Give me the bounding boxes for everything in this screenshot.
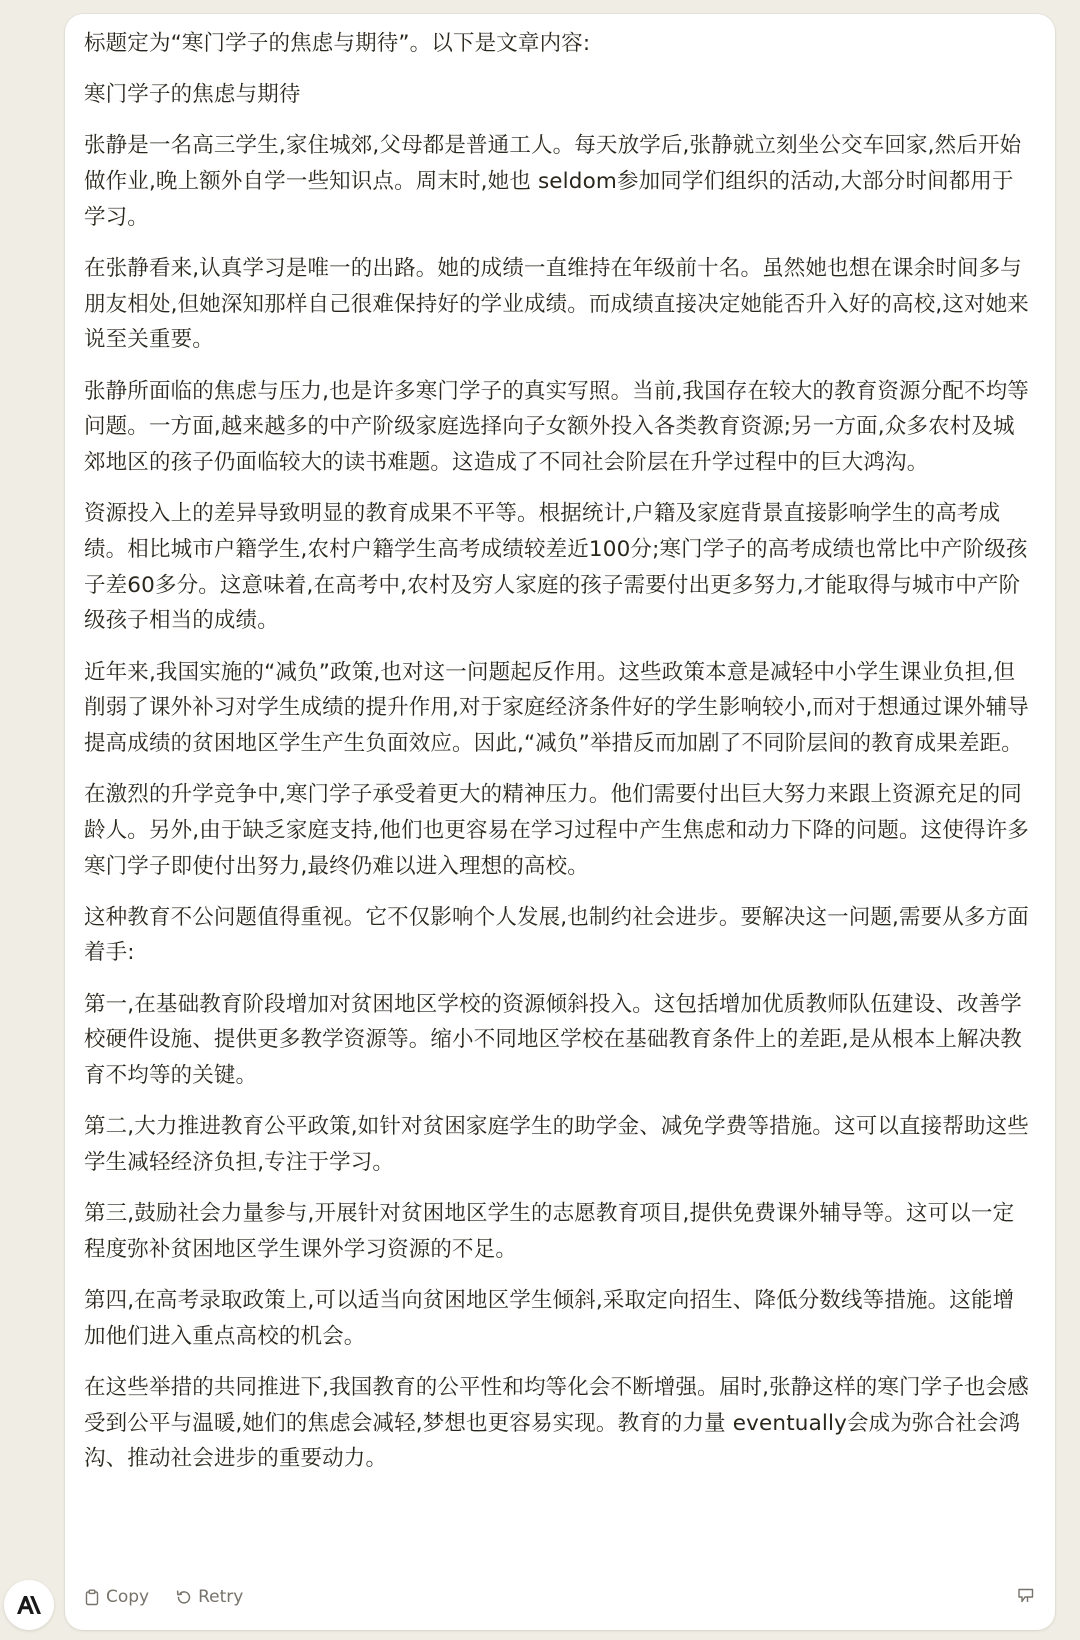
anthropic-logo-icon [15,1595,43,1615]
message-paragraph: 这种教育不公问题值得重视。它不仅影响个人发展,也制约社会进步。要解决这一问题,需要从多方面着手: [84,904,1029,966]
retry-button[interactable] [175,1587,243,1607]
copy-button[interactable] [84,1587,149,1607]
message-paragraph: 在这些举措的共同推进下,我国教育的公平性和均等化会不断增强。届时,张静这样的寒门学子也会感受到公平与温暖,她们的焦虑会减轻,梦想也更容易实现。教育的力量 eventually会成为弥合社会鸿沟、推动社会进步的重要动力。 [84,1375,1029,1472]
message-paragraph: 在张静看来,认真学习是唯一的出路。她的成绩一直维持在年级前十名。虽然她也想在课余时间多与朋友相处,但她深知那样自己很难保持好的学业成绩。而成绩直接决定她能否升入好的高校,这对她来说至关重要。 [84,256,1029,353]
message-paragraph: 第一,在基础教育阶段增加对贫困地区学校的资源倾斜投入。这包括增加优质教师队伍建设、改善学校硬件设施、提供更多教学资源等。缩小不同地区学校在基础教育条件上的差距,是从根本上解决教育不均等的关键。 [84,991,1022,1089]
message-paragraph: 资源投入上的差异导致明显的教育成果不平等。根据统计,户籍及家庭背景直接影响学生的高考成绩。相比城市户籍学生,农村户籍学生高考成绩较差近100分;寒门学子的高考成绩也常比中产阶级孩子差60多分。这意味着,在高考中,农村及穷人家庭的孩子需要付出更多努力,才能取得与城市中产阶级孩子相当的成绩。 [84,501,1028,634]
retry-arrow-icon [175,1589,192,1606]
message-paragraph: 张静所面临的焦虑与压力,也是许多寒门学子的真实写照。当前,我国存在较大的教育资源分配不均等问题。一方面,越来越多的中产阶级家庭选择向子女额外投入各类教育资源;另一方面,众多农村及城郊地区的孩子仍面临较大的读书难题。这造成了不同社会阶层在升学过程中的巨大鸿沟。 [84,378,1029,476]
clipboard-icon [84,1589,100,1606]
assistant-message [65,14,1055,1630]
message-paragraph: 第三,鼓励社会力量参与,开展针对贫困地区学生的志愿教育项目,提供免费课外辅导等。这可以一定程度弥补贫困地区学生课外学习资源的不足。 [84,1201,1015,1262]
message-paragraph: 标题定为“寒门学子的焦虑与期待”。以下是文章内容: [84,31,591,56]
feedback-button[interactable] [1017,1587,1035,1609]
message-paragraph: 第二,大力推进教育公平政策,如针对贫困家庭学生的助学金、减免学费等措施。这可以直接帮助这些学生减轻经济负担,专注于学习。 [84,1114,1029,1175]
thumbs-down-icon [1017,1587,1035,1605]
retry-label: Retry [198,1587,244,1607]
message-paragraph: 在激烈的升学竞争中,寒门学子承受着更大的精神压力。他们需要付出巨大努力来跟上资源充足的同龄人。另外,由于缺乏家庭支持,他们也更容易在学习过程中产生焦虑和动力下降的问题。这使得许多寒门学子即使付出努力,最终仍难以进入理想的高校。 [84,782,1029,879]
article-title: 寒门学子的焦虑与期待 [84,82,301,108]
copy-label: Copy [106,1587,150,1607]
message-actions [84,1582,1035,1612]
message-paragraph: 近年来,我国实施的“减负”政策,也对这一问题起反作用。这些政策本意是减轻中小学生课业负担,但削弱了课外补习对学生成绩的提升作用,对于家庭经济条件好的学生影响较小,而对于想通过课外辅导提高成绩的贫困地区学生产生负面效应。因此,“减负”举措反而加剧了不同阶层间的教育成果差距。 [84,659,1029,756]
assistant-avatar [4,1580,54,1630]
message-content [84,26,1035,1477]
message-paragraph: 张静是一名高三学生,家住城郊,父母都是普通工人。每天放学后,张静就立刻坐公交车回家,然后开始做作业,晚上额外自学一些知识点。周末时,她也 seldom参加同学们组织的活动,大部分时间都用于学习。 [84,133,1022,230]
message-paragraph: 第四,在高考录取政策上,可以适当向贫困地区学生倾斜,采取定向招生、降低分数线等措施。这能增加他们进入重点高校的机会。 [84,1288,1015,1349]
